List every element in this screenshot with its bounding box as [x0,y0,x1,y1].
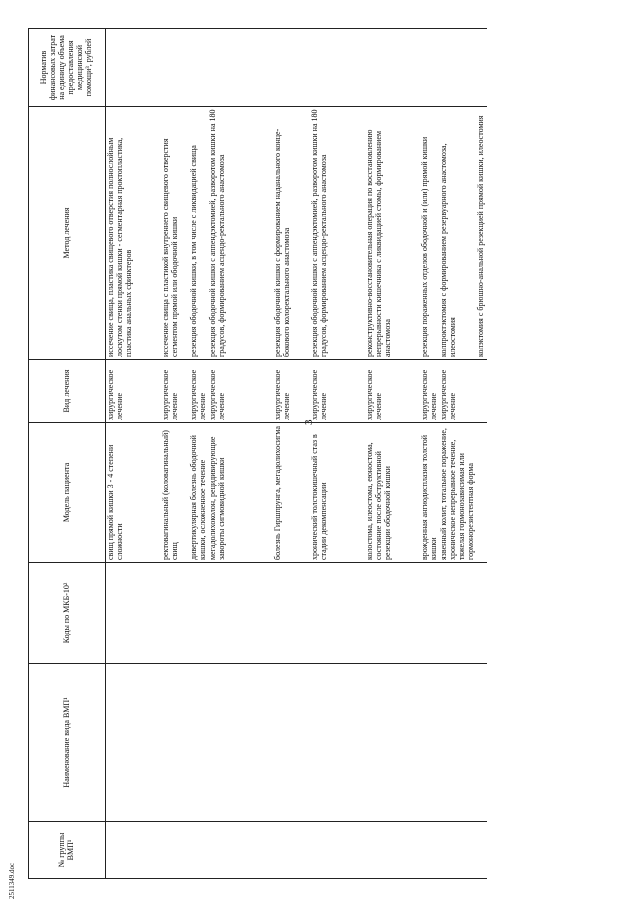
method-entry-8: резекция пораженных отделов ободочной и (или) прямой кишки [420,136,429,357]
model-entry-8: врожденная ангиодисплазия толстой кишки [420,434,438,560]
vmp-table [28,28,487,879]
method-entry-4: резекция ободочной кишки с аппендэктомией, разворотом кишки на 180 градусов, формированием асцендо-ректального анастомоза [208,109,226,357]
model-entry-5: болезнь Гиршпрунга, мегадолихосигма [273,426,282,560]
type-entry-8: хирургическое лечение [420,369,438,420]
header-method: Метод лечения [29,107,106,360]
cell-codes [106,563,487,664]
model-entry-3: дивертикулярная болезнь ободочной кишки, осложненное течение [189,435,207,560]
table-body-row [106,29,487,879]
cell-norm [106,29,487,107]
method-entry-9: колпроктэктомия с формированием резервуарного анастомоза, илеостомия [439,143,457,357]
method-entry-6: резекция ободочной кишки с аппендэктомией, разворотом кишки на 180 градусов, формированием асцендо-ректального анастомоза [310,109,328,357]
header-type: Вид лечения [29,360,106,423]
model-entry-2: ректовагинальный (коловагинальный) свищ [161,430,179,560]
method-entry-2: иссечение свища с пластикой внутреннего свищевого отверстия сегментом прямой или ободочной кишки [161,138,179,357]
model-entry-6: хронический толстокишечный стаз в стадии декомпенсации [310,434,328,560]
method-entry-3: резекция ободочной кишки, в том числе с ликвидацией свища [189,145,198,357]
header-model: Модель пациента [29,423,106,563]
type-entry-7: хирургическое лечение [365,369,383,420]
type-entry-4: хирургическое лечение [208,369,226,420]
cell-name [106,664,487,822]
page-number: 3 [303,419,315,425]
model-entry-1: свищ прямой кишки 3 - 4 степени сложности [106,444,124,560]
footer-doc-id: 2511349.doc [8,862,16,899]
method-entry-1: иссечение свища, пластика свищевого отверстия полнослойным лоскутом стенки прямой кишки - сегментарная проктопластика, пластика анальных сфинктеров [106,137,133,357]
model-entry-4: мегадолихоколон, рецидивирующие завороты сигмовидной кишки [208,436,226,560]
model-entry-9: язвенный колит, тотальное поражение, хроническое непрерывное течение, тяжелая гормонозависимая или гормонорезистентная форма [439,428,475,560]
type-entry-6: хирургическое лечение [310,369,328,420]
type-entry-1: хирургическое лечение [106,369,124,420]
type-entry-2: хирургическое лечение [161,369,179,420]
cell-group [106,822,487,879]
header-norm: Норматив финансовых затрат на единицу объема предоставления медицинской помощи³, рублей [29,29,106,107]
method-entry-7: реконструктивно-восстановительная операция по восстановлению непрерывности кишечника с ликвидацией стомы, формированием анастомоза [365,129,392,357]
method-entry-5: резекция ободочной кишки с формированием наданального конце-бокового колоректального анастомоза [273,128,291,357]
header-codes: Коды по МКБ-10² [29,563,106,664]
column-method [106,107,487,360]
header-group: № группы ВМП¹ [29,822,106,879]
column-type [106,360,487,423]
header-name: Наименование вида ВМП¹ [29,664,106,822]
table-header-row [29,29,106,879]
method-entry-10: колэктомия с брюшно-анальной резекцией прямой кишки, илеостомия [476,115,485,357]
type-entry-9: хирургическое лечение [439,369,457,420]
type-entry-3: хирургическое лечение [189,369,207,420]
column-model [106,423,487,563]
model-entry-7: колостома, илеостома, еюностома, состояние после обструктивной резекции ободочной кишки [365,442,392,560]
type-entry-5: хирургическое лечение [273,369,291,420]
